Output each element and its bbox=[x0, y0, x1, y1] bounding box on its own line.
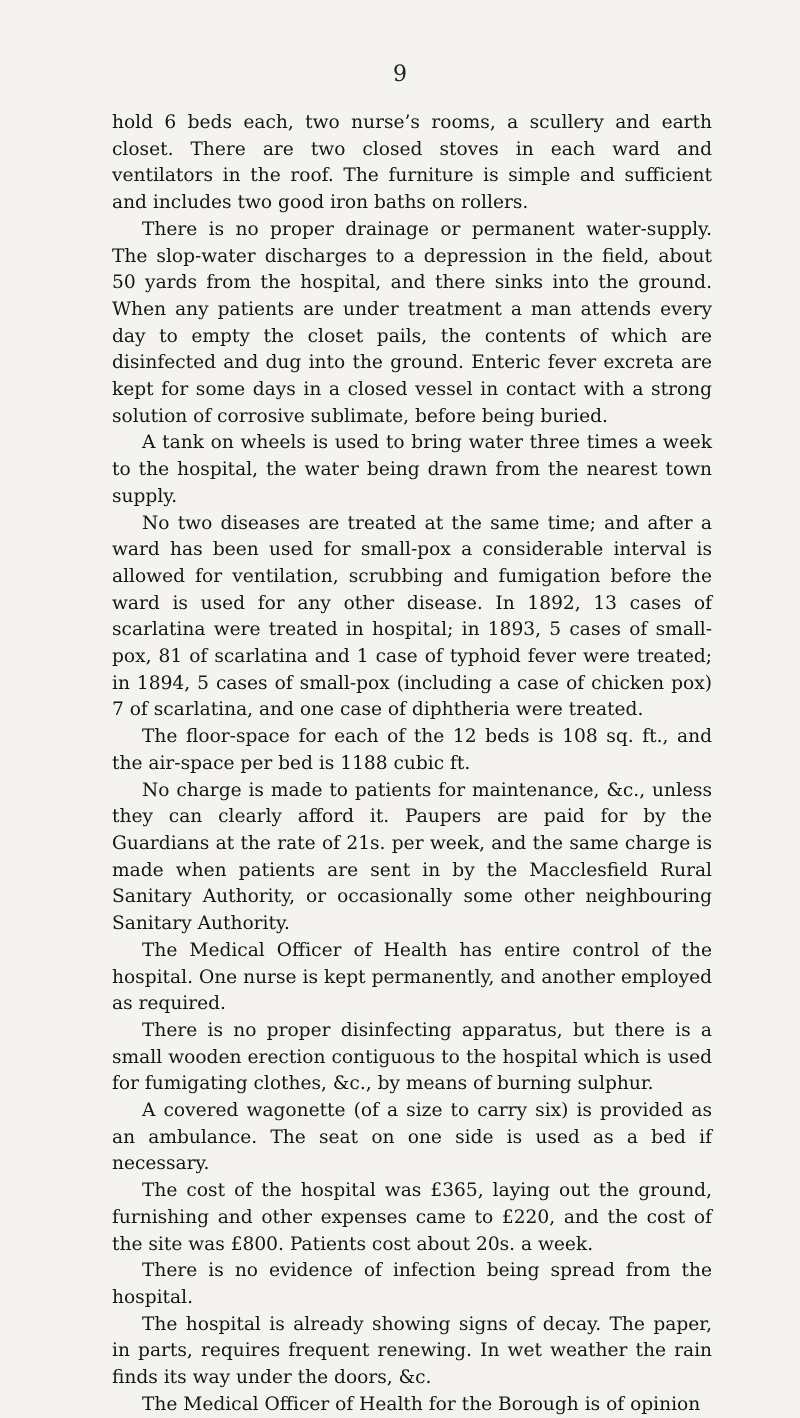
paragraph-water-tank: A tank on wheels is used to bring water three times a week to the hospital, the water being drawn from the nearest town supply. bbox=[112, 432, 712, 507]
body-text bbox=[112, 110, 712, 1418]
page-number: 9 bbox=[393, 62, 407, 87]
paragraph-infection: There is no evidence of infection being spread from the hospital. bbox=[112, 1260, 712, 1308]
paragraph-disinfecting: There is no proper disinfecting apparatus, but there is a small wooden erection contiguous to the hospital which is used for fumigating clothes, &c., by means of burning sulphur. bbox=[112, 1019, 712, 1095]
paragraph-drainage: There is no proper drainage or permanent water-supply. The slop-water discharges to a depression in the field, about 50 yards from the hospital, and there sinks into the ground. When any patients are under treatment a man attends every day to empty the closet pails, the contents of which are disinfected and dug into the ground. Enteric fever excreta are kept for some days in a closed vessel in contact with a strong solution of corrosive sublimate, before being buried. bbox=[112, 218, 712, 427]
paragraph-cost: The cost of the hospital was £365, laying out the ground, furnishing and other expenses came to £220, and the cost of the site was £800. Patients cost about 20s. a week. bbox=[112, 1180, 712, 1255]
paragraph-floor-space: The floor-space for each of the 12 beds is 108 sq. ft., and the air-space per bed is 1188 cubic ft. bbox=[112, 726, 712, 774]
paragraph-diseases-treated: No two diseases are treated at the same time; and after a ward has been used for small-pox a considerable interval is allowed for ventilation, scrubbing and fumigation before the ward is used for any other disease. In 1892, 13 cases of scarlatina were treated in hospital; in 1893, 5 cases of small-pox, 81 of scarlatina and 1 case of typhoid fever were treated; in 1894, 5 cases of small-pox (including a case of chicken pox) 7 of scarlatina, and one case of diphtheria were treated. bbox=[112, 512, 712, 721]
paragraph-medical-officer-control: The Medical Officer of Health has entire control of the hospital. One nurse is kept permanently, and another employed as required. bbox=[112, 939, 712, 1015]
paragraph-opinion: The Medical Officer of Health for the Borough is of opinion bbox=[142, 1393, 701, 1415]
paragraph-decay: The hospital is already showing signs of decay. The paper, in parts, requires frequent renewing. In wet weather the rain finds its way under the doors, &c. bbox=[112, 1313, 712, 1389]
paragraph-continuation: hold 6 beds each, two nurse’s rooms, a scullery and earth closet. There are two closed stoves in each ward and ventilators in the roof. The furniture is simple and sufficient and includes two good iron baths on rollers. bbox=[112, 112, 712, 214]
paragraph-charges: No charge is made to patients for maintenance, &c., unless they can clearly afford it. Paupers are paid for by the Guardians at the rate of 21s. per week, and the same charge is made when patients are sent in by the Macclesfield Rural Sanitary Authority, or occasionally some other neighbouring Sanitary Authority. bbox=[112, 779, 712, 935]
paragraph-ambulance: A covered wagonette (of a size to carry six) is provided as an ambulance. The seat on one side is used as a bed if necessary. bbox=[112, 1100, 712, 1175]
